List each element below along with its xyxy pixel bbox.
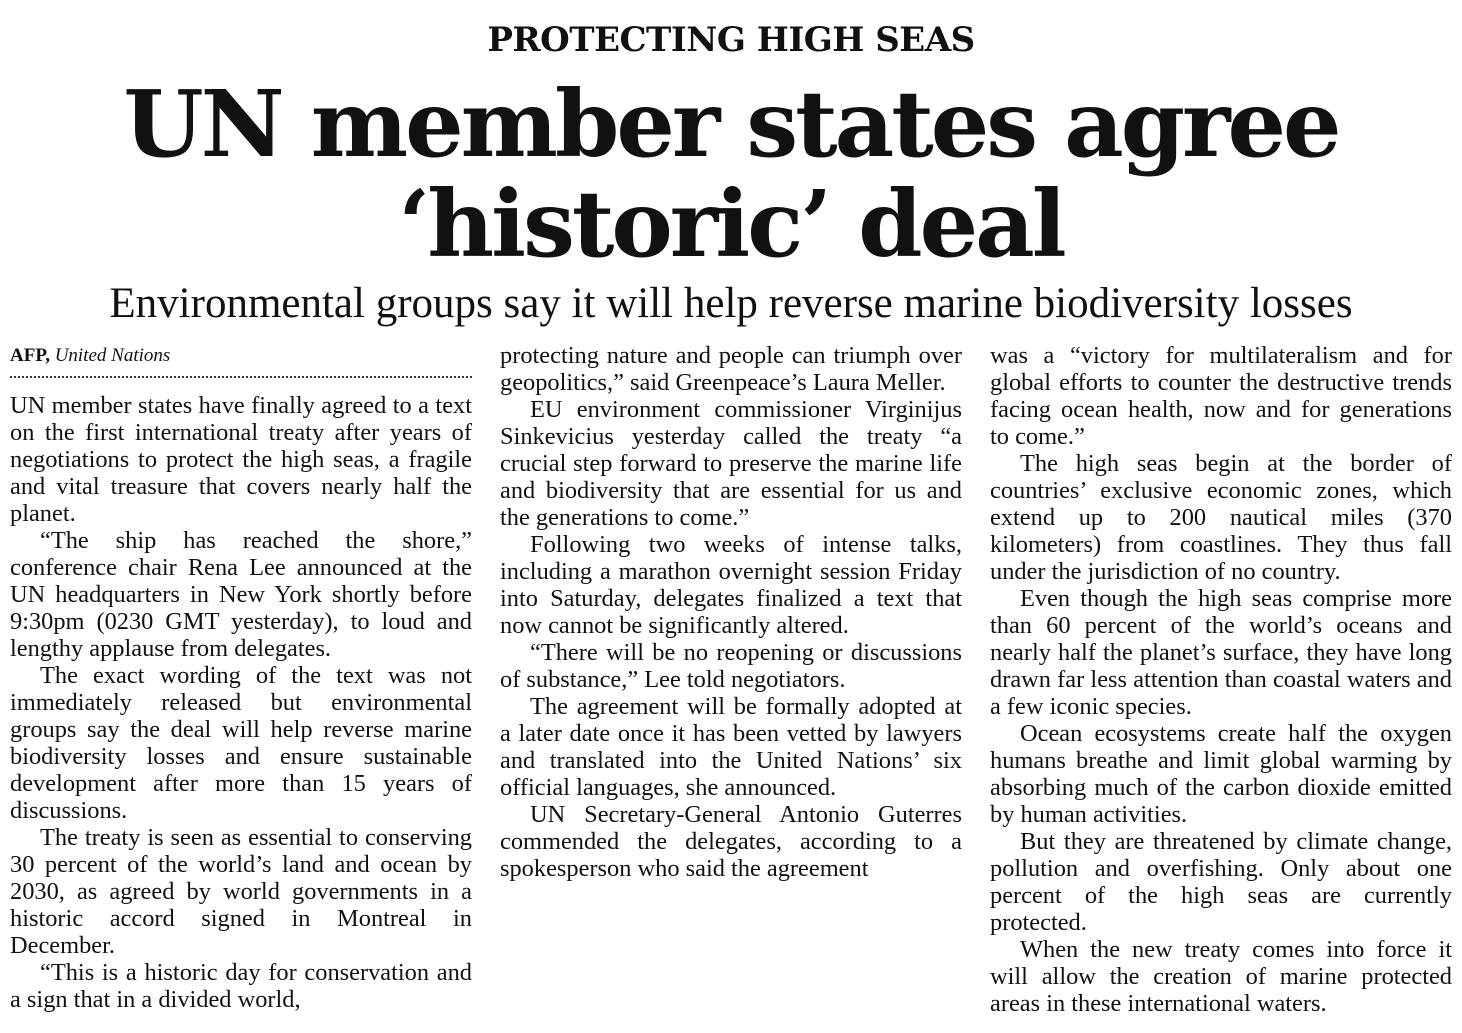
column-3 xyxy=(990,342,1452,1032)
headline xyxy=(0,70,1462,278)
byline-agency: AFP, xyxy=(10,345,50,366)
paragraph: UN member states have finally agreed to a text on the first international treaty after years of negotiations to protect the high seas, a fragile and vital treasure that covers nearly half the planet. xyxy=(10,392,472,527)
column-2 xyxy=(500,342,962,1032)
paragraph: “The ship has reached the shore,” conference chair Rena Lee announced at the UN headquarters in New York shortly before 9:30pm (0230 GMT yesterday), to loud and lengthy applause from delegates. xyxy=(10,527,472,662)
paragraph: The exact wording of the text was not immediately released but environmental groups say the deal will help reverse marine biodiversity losses and ensure sustainable development after more than 15 years of discussions. xyxy=(10,662,472,824)
subheadline: Environmental groups say it will help reverse marine biodiversity losses xyxy=(109,280,1353,327)
paragraph: When the new treaty comes into force it will allow the creation of marine protected areas in these international waters. xyxy=(990,936,1452,1017)
paragraph: But they are threatened by climate change, pollution and overfishing. Only about one percent of the high seas are currently protected. xyxy=(990,828,1452,936)
paragraph: The agreement will be formally adopted at a later date once it has been vetted by lawyers and translated into the United Nations’ six official languages, she announced. xyxy=(500,693,962,801)
paragraph: The high seas begin at the border of countries’ exclusive economic zones, which extend up to 200 nautical miles (370 kilometers) from coastlines. They thus fall under the jurisdiction of no country. xyxy=(990,450,1452,585)
headline-line-2: ‘historic’ deal xyxy=(398,170,1064,278)
byline xyxy=(10,342,472,378)
paragraph: Ocean ecosystems create half the oxygen humans breathe and limit global warming by absorbing much of the carbon dioxide emitted by human activities. xyxy=(990,720,1452,828)
paragraph: Following two weeks of intense talks, including a marathon overnight session Friday into Saturday, delegates finalized a text that now cannot be significantly altered. xyxy=(500,531,962,639)
byline-place: United Nations xyxy=(54,345,171,366)
paragraph: EU environment commissioner Virginijus Sinkevicius yesterday called the treaty “a crucial step forward to preserve the marine life and biodiversity that are essential for us and the generations to come.” xyxy=(500,396,962,531)
paragraph: UN Secretary-General Antonio Guterres commended the delegates, according to a spokesperson who said the agreement xyxy=(500,801,962,882)
paragraph: “There will be no reopening or discussions of substance,” Lee told negotiators. xyxy=(500,639,962,693)
kicker: PROTECTING HIGH SEAS xyxy=(487,20,975,60)
headline-line-1: UN member states agree xyxy=(123,70,1339,178)
column-1 xyxy=(10,342,472,1032)
paragraph: The treaty is seen as essential to conserving 30 percent of the world’s land and ocean by 2030, as agreed by world governments in a historic accord signed in Montreal in December. xyxy=(10,824,472,959)
paragraph: Even though the high seas comprise more than 60 percent of the world’s oceans and nearly half the planet’s surface, they have long drawn far less attention than coastal waters and a few iconic species. xyxy=(990,585,1452,720)
paragraph: “This is a historic day for conservation and a sign that in a divided world, xyxy=(10,959,472,1013)
paragraph: protecting nature and people can triumph over geopolitics,” said Greenpeace’s Laura Meller. xyxy=(500,342,962,396)
paragraph: was a “victory for multilateralism and for global efforts to counter the destructive trends facing ocean health, now and for generations to come.” xyxy=(990,342,1452,450)
